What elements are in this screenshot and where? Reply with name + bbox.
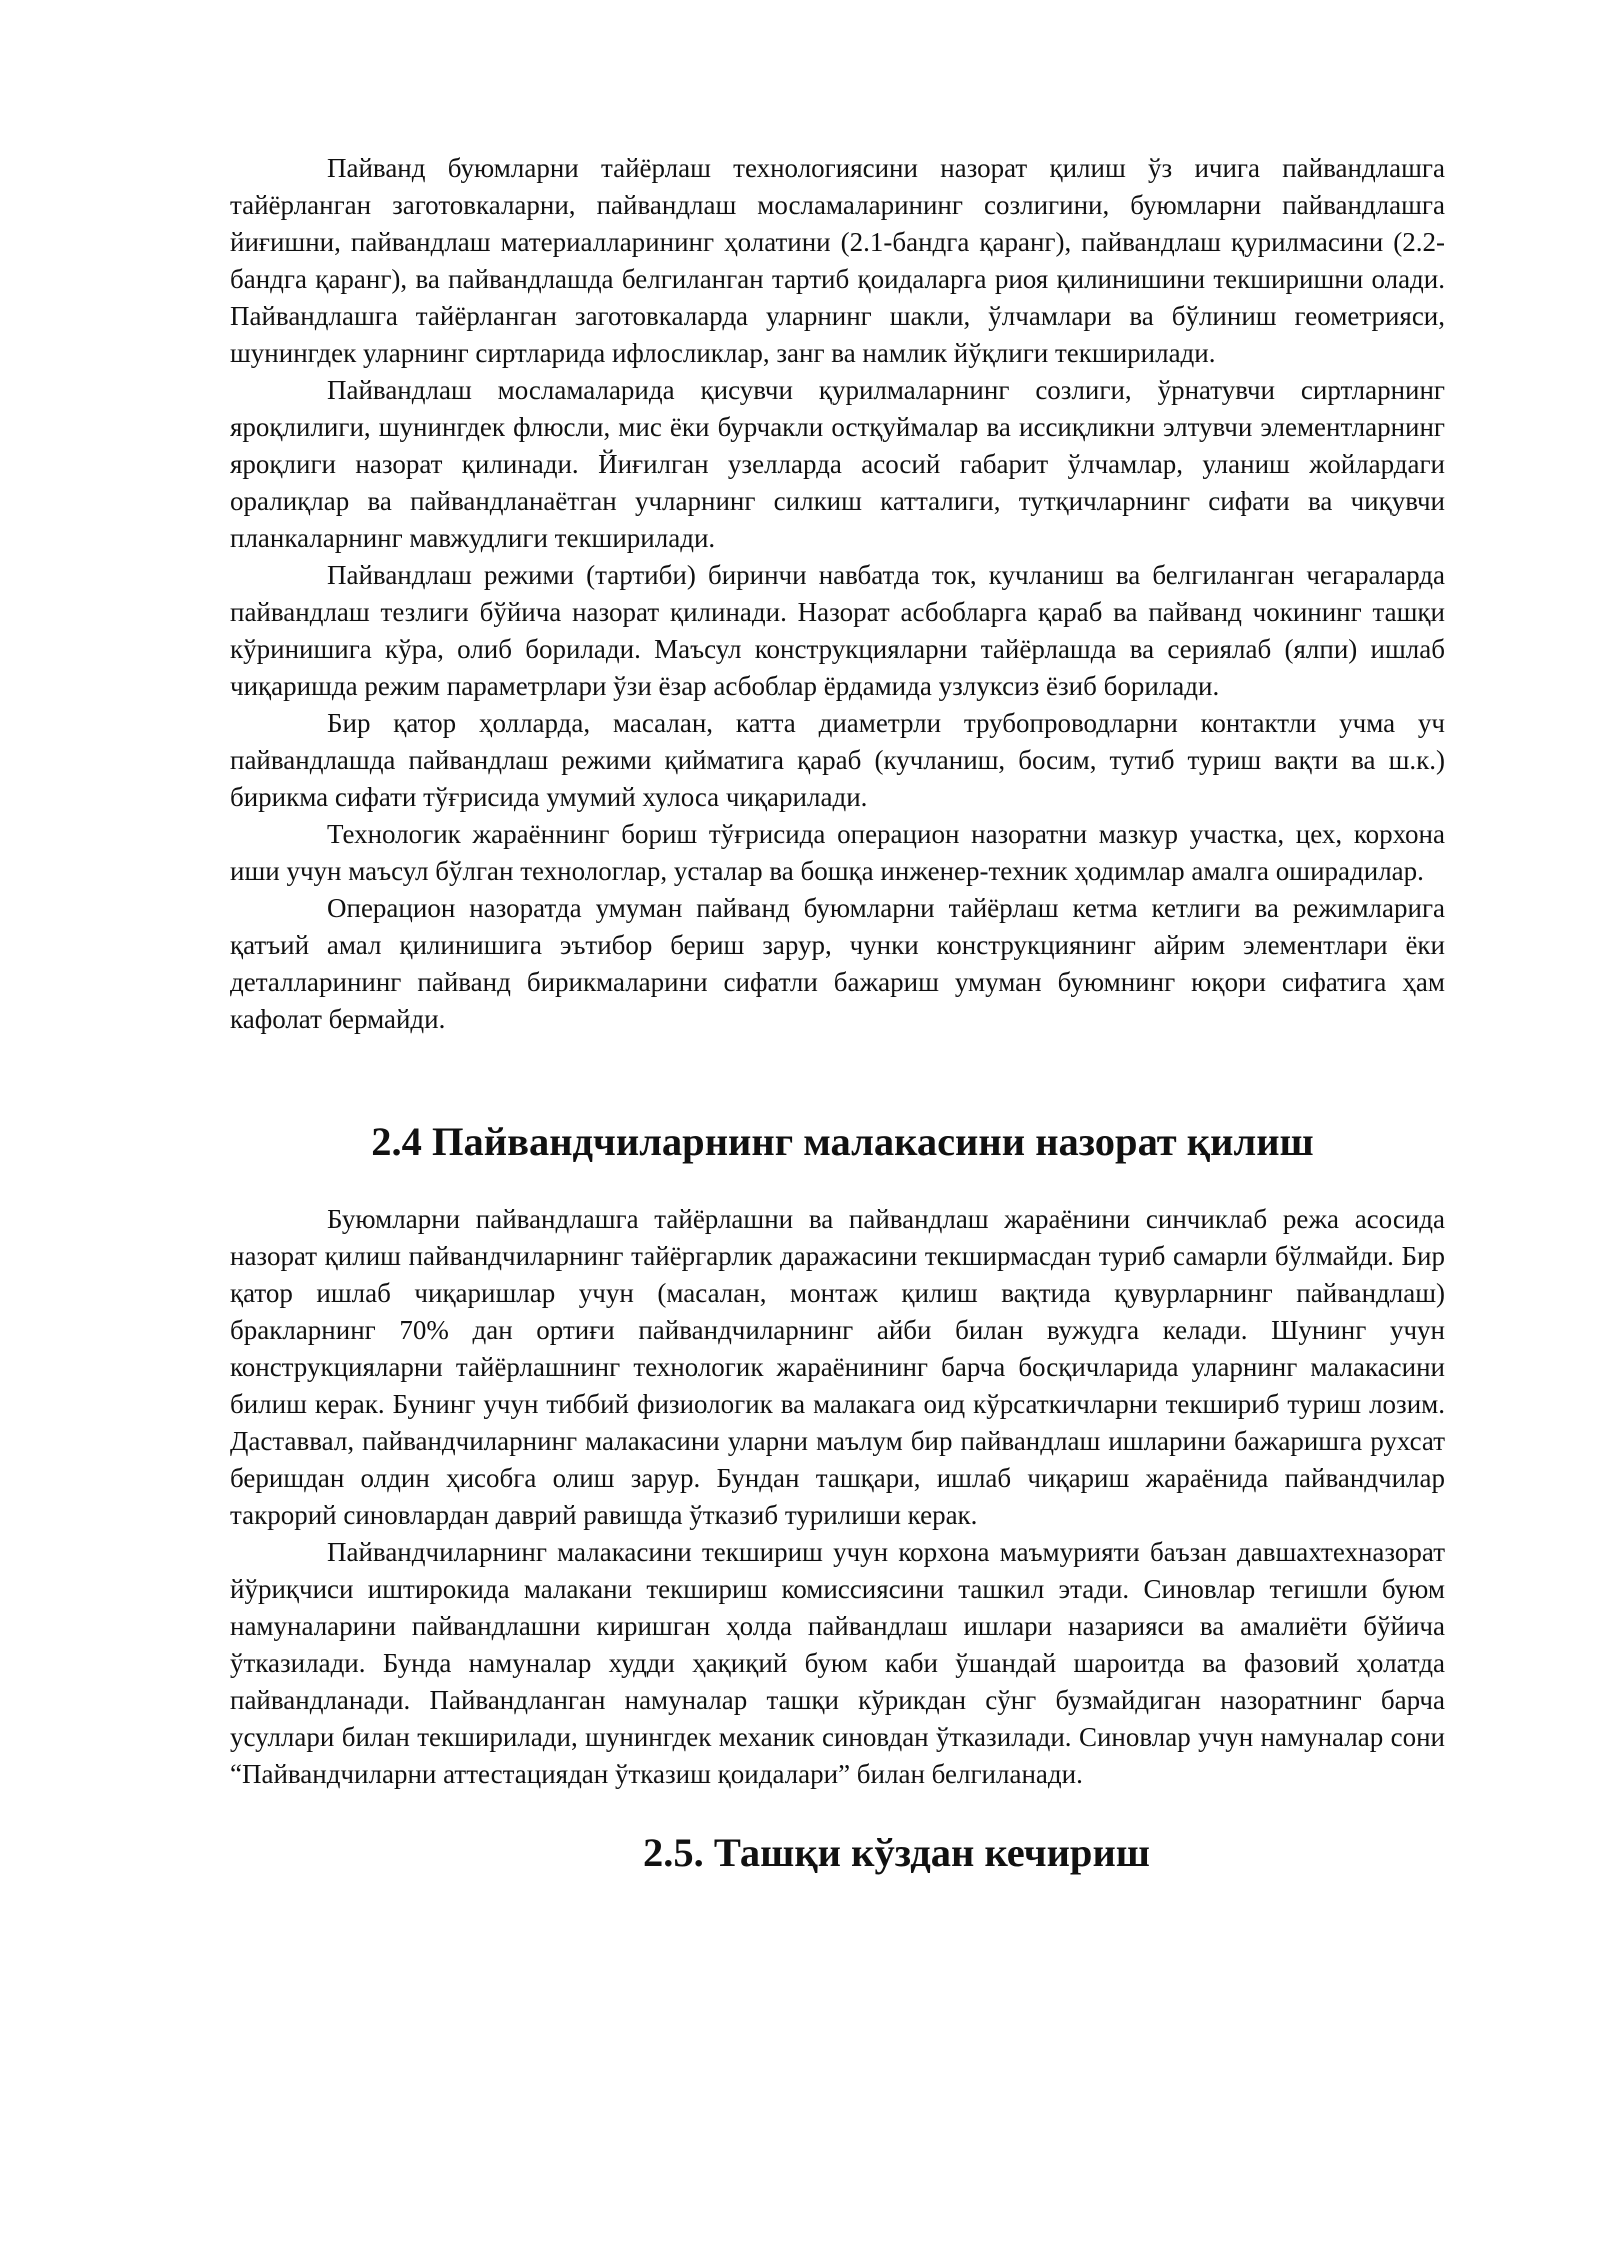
paragraph-8: Пайвандчиларнинг малакасини текшириш учун корхона маъмурияти баъзан давшахтехназорат йўриқчиси иштирокида малакани текшириш комиссиясини ташкил этади. Синовлар тегишли буюм намуналарини пайвандлашни киришган ҳолда пайвандлаш ишлари назарияси ва амалиёти бўйича ўтказилади. Бунда намуналар худди ҳақиқий буюм каби ўшандай шароитда ва фазовий ҳолатда пайвандланади. Пайвандланган намуналар ташқи кўрикдан сўнг бузмайдиган назоратнинг барча усуллари билан текширилади, шунингдек механик синовдан ўтказилади. Синовлар учун намуналар сони “Пайвандчиларни аттестациядан ўтказиш қоидалари” билан белгиланади.: [230, 1537, 1445, 1789]
document-page: [230, 150, 1445, 1875]
section-heading-2-4: 2.4 Пайвандчиларнинг малакасини назорат қилиш: [371, 1119, 1314, 1164]
paragraph-5: Технологик жараённинг бориш тўғрисида операцион назоратни мазкур участка, цех, корхона иши учун маъсул бўлган технологлар, усталар ва бошқа инженер-техник ҳодимлар амалга оширадилар.: [230, 819, 1445, 886]
paragraph-1: Пайванд буюмларни тайёрлаш технологиясини назорат қилиш ўз ичига пайвандлашга тайёрланган заготовкаларни, пайвандлаш мосламаларининг созлигини, буюмларни пайвандлашга йиғишни, пайвандлаш материалларининг ҳолатини (2.1-бандга қаранг), пайвандлаш қурилмасини (2.2-бандга қаранг), ва пайвандлашда белгиланган тартиб қоидаларга риоя қилинишини текширишни олади. Пайвандлашга тайёрланган заготовкаларда уларнинг шакли, ўлчамлари ва бўлиниш геометрияси, шунингдек уларнинг сиртларида ифлосликлар, занг ва намлик йўқлиги текширилади.: [230, 153, 1445, 368]
paragraph-6: Операцион назоратда умуман пайванд буюмларни тайёрлаш кетма кетлиги ва режимларига қатъий амал қилинишига эътибор бериш зарур, чунки конструкциянинг айрим элементлари ёки деталларининг пайванд бирикмаларини сифатли бажариш умуман буюмнинг юқори сифатига ҳам кафолат бермайди.: [230, 893, 1445, 1034]
paragraph-2: Пайвандлаш мосламаларида қисувчи қурилмаларнинг созлиги, ўрнатувчи сиртларнинг яроқлилиги, шунингдек флюсли, мис ёки бурчакли остқуймалар ва иссиқликни элтувчи элементларнинг яроқлиги назорат қилинади. Йиғилган узелларда асосий габарит ўлчамлар, уланиш жойлардаги оралиқлар ва пайвандланаётган учларнинг силкиш катталиги, тутқичларнинг сифати ва чиқувчи планкаларнинг мавжудлиги текширилади.: [230, 375, 1445, 553]
paragraph-3: Пайвандлаш режими (тартиби) биринчи навбатда ток, кучланиш ва белгиланган чегараларда пайвандлаш тезлиги бўйича назорат қилинади. Назорат асбобларга қараб ва пайванд чокининг ташқи кўринишига кўра, олиб борилади. Маъсул конструкцияларни тайёрлашда ва сериялаб (ялпи) ишлаб чиқаришда режим параметрлари ўзи ёзар асбоблар ёрдамида узлуксиз ёзиб борилади.: [230, 560, 1445, 701]
paragraph-4: Бир қатор ҳолларда, масалан, катта диаметрли трубопроводларни контактли учма уч пайвандлашда пайвандлаш режими қийматига қараб (кучланиш, босим, тутиб туриш вақти ва ш.к.) бирикма сифати тўғрисида умумий хулоса чиқарилади.: [230, 708, 1445, 812]
paragraph-7: Буюмларни пайвандлашга тайёрлашни ва пайвандлаш жараёнини синчиклаб режа асосида назорат қилиш пайвандчиларнинг тайёргарлик даражасини текширмасдан туриб самарли бўлмайди. Бир қатор ишлаб чиқаришлар учун (масалан, монтаж қилиш вақтида қувурларнинг пайвандлаш) бракларнинг 70% дан ортиғи пайвандчиларнинг айби билан вужудга келади. Шунинг учун конструкцияларни тайёрлашнинг технологик жараёнининг барча босқичларида уларнинг малакасини билиш керак. Бунинг учун тиббий физиологик ва малакага оид кўрсаткичларни текшириб туриш лозим. Даставвал, пайвандчиларнинг малакасини уларни маълум бир пайвандлаш ишларини бажаришга рухсат беришдан олдин ҳисобга олиш зарур. Бундан ташқари, ишлаб чиқариш жараёнида пайвандчилар такрорий синовлардан даврий равишда ўтказиб турилиши керак.: [230, 1204, 1445, 1530]
section-heading-2-5: 2.5. Ташқи кўздан кечириш: [643, 1830, 1150, 1875]
